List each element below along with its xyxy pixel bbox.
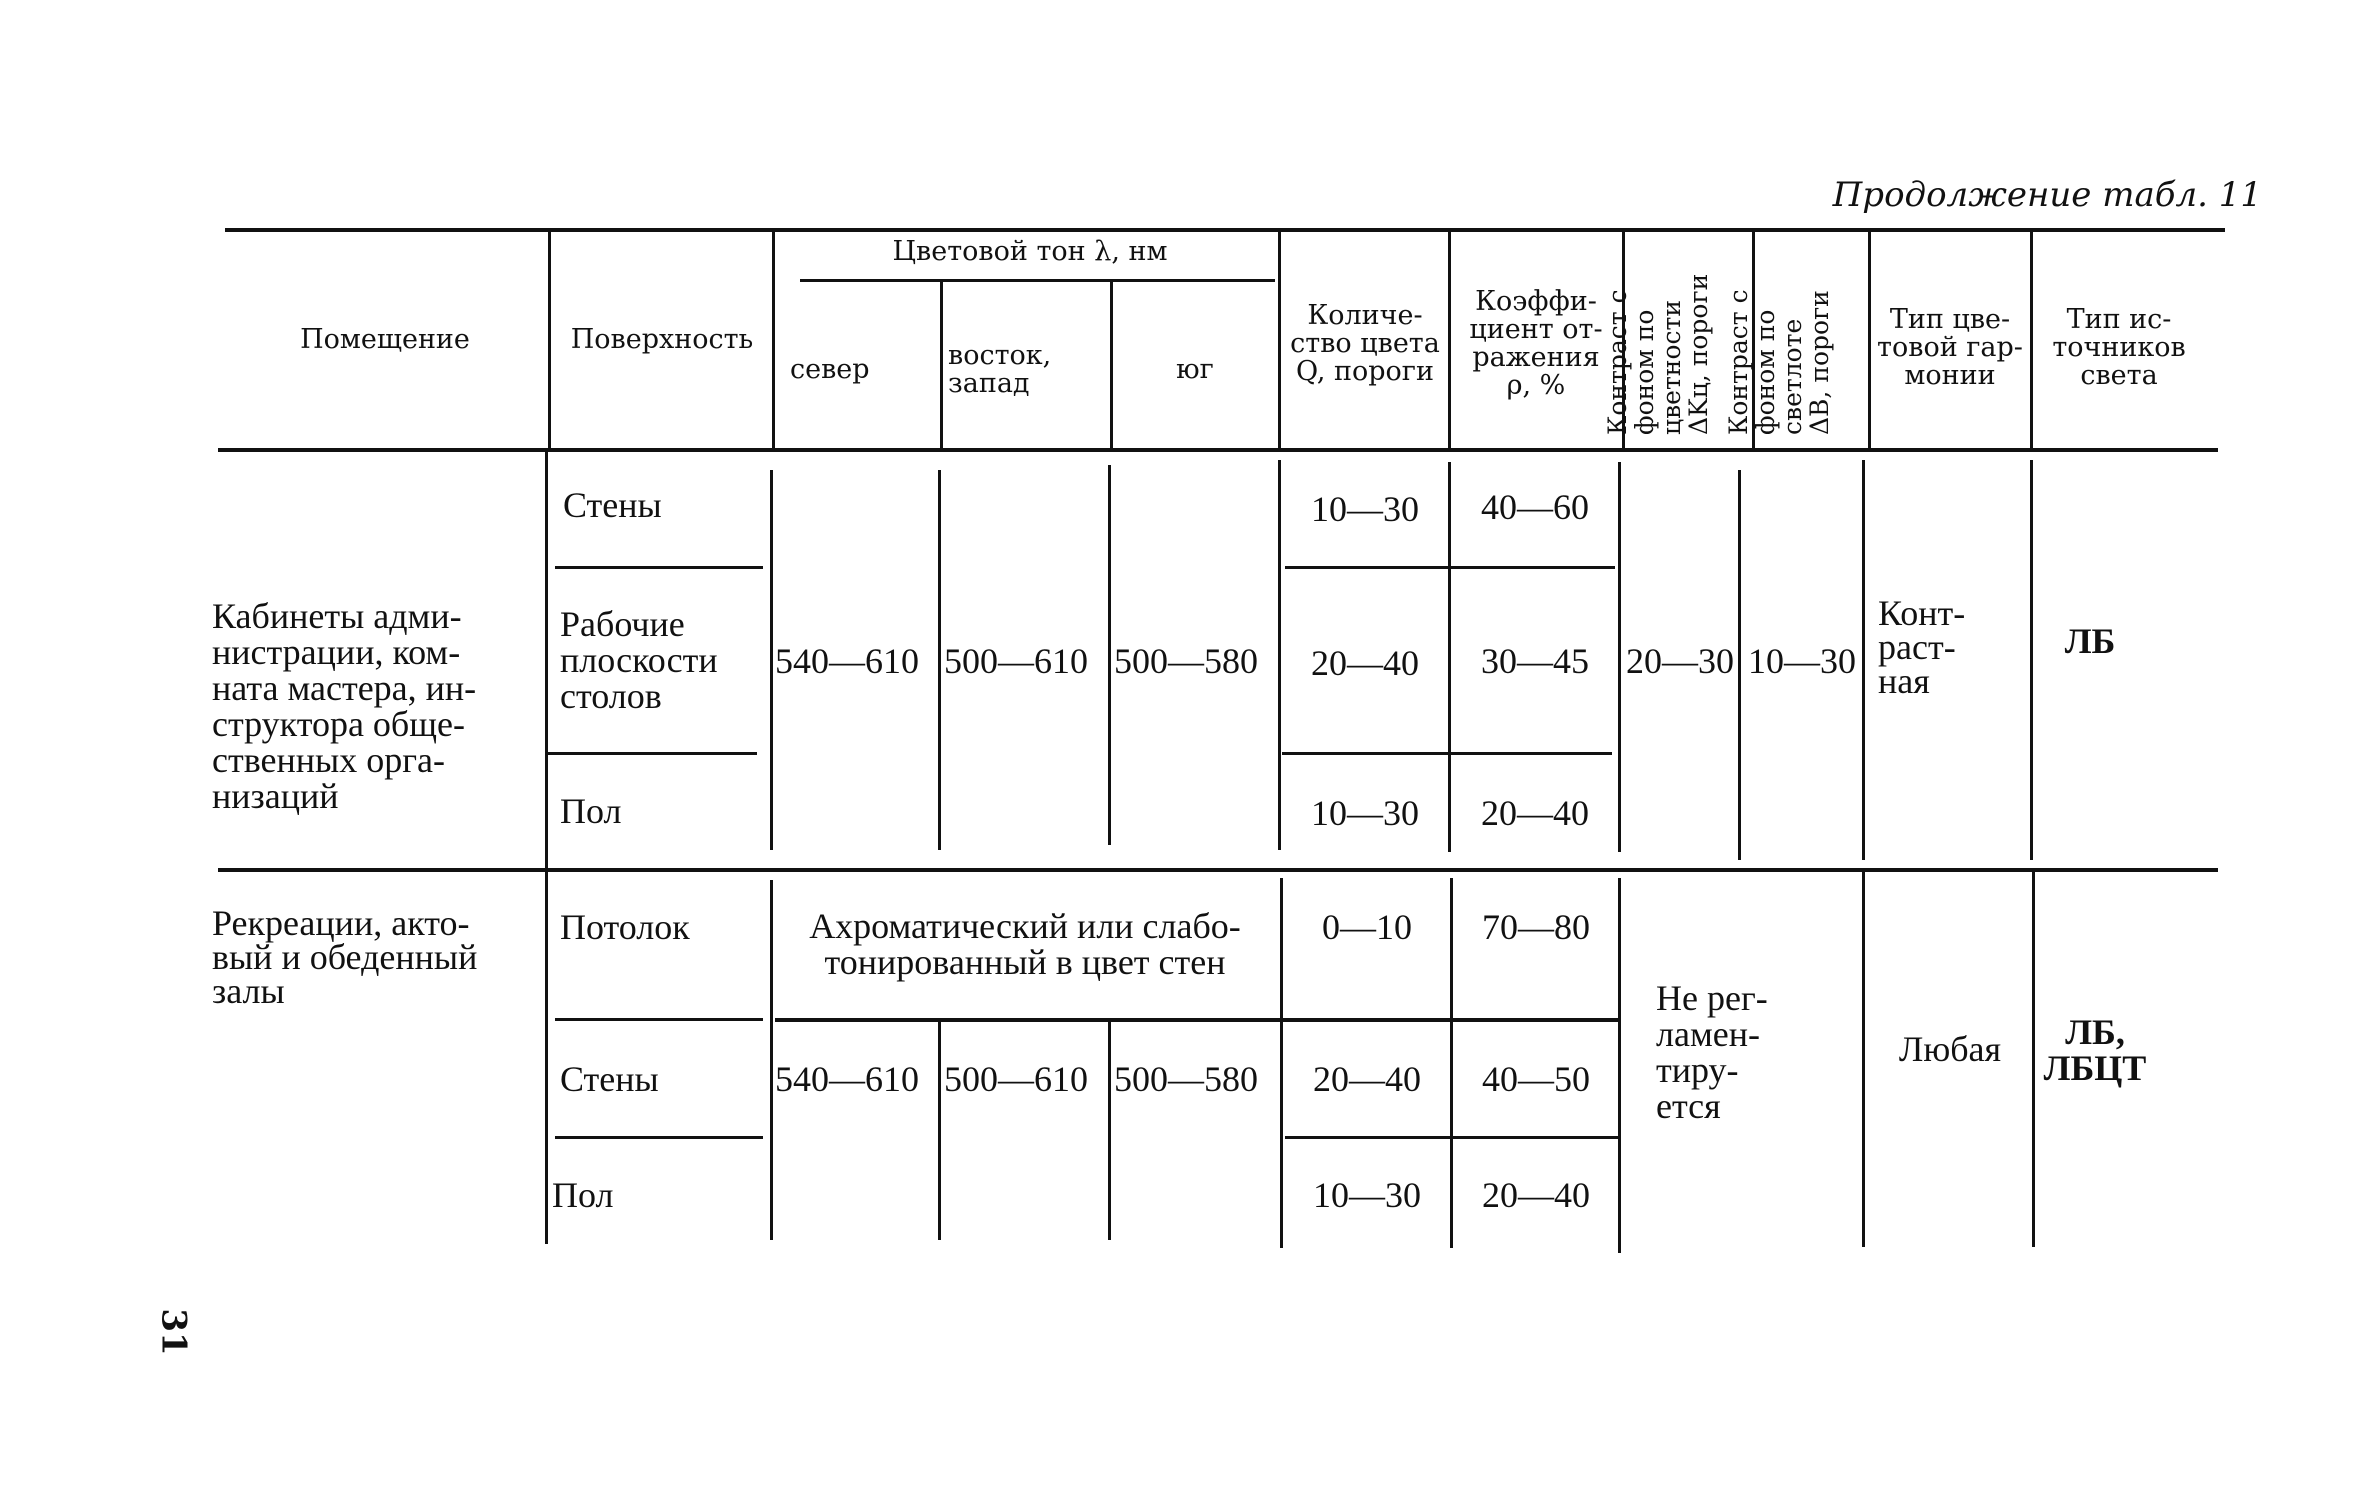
g1-row2-surface: Рабочие плоскости столов <box>560 604 718 716</box>
hue-group-rule <box>800 279 1275 282</box>
g1-east-west: 500—610 <box>944 641 1088 681</box>
g2-row2-surface: Стены <box>560 1059 659 1099</box>
v-g1-2 <box>770 470 773 850</box>
g1-row1-rule-a <box>555 566 763 569</box>
header-room: Помещение <box>300 324 470 355</box>
g2-row3-surface: Пол <box>552 1175 614 1215</box>
v-header-2 <box>772 232 775 448</box>
g2-row3-quantity: 10—30 <box>1313 1175 1421 1215</box>
g1-row2-rule-a <box>545 752 757 755</box>
header-east-west: восток, запад <box>948 340 1052 399</box>
g2-row2-quantity: 20—40 <box>1313 1059 1421 1099</box>
g2-east-west: 500—610 <box>944 1059 1088 1099</box>
g2-row1-rule-b <box>775 1018 1620 1022</box>
g1-harmony: Конт- раст- ная <box>1878 593 1966 701</box>
g2-row2-rule-a <box>555 1136 763 1139</box>
v-g1-9 <box>1862 460 1865 860</box>
v-g2-3 <box>938 1022 941 1240</box>
header-harmony: Тип цве- товой гар- монии <box>1877 304 2023 391</box>
v-g2-2 <box>770 880 773 1240</box>
v-header-4 <box>1110 282 1113 448</box>
v-g1-4 <box>1108 465 1111 845</box>
g2-harmony: Любая <box>1898 1029 2002 1069</box>
g1-row1-surface: Стены <box>563 485 662 525</box>
table-caption: Продолжение табл. 11 <box>1832 175 2262 215</box>
header-reflect: Коэффи- циент от- ражения ρ, % <box>1469 286 1603 401</box>
g1-row1-quantity: 10—30 <box>1311 489 1419 529</box>
g1-row3-surface: Пол <box>560 791 622 831</box>
v-g1-3 <box>938 470 941 850</box>
v-g1-8 <box>1738 470 1741 860</box>
g2-room: Рекреации, акто- вый и обеденный залы <box>212 903 478 1011</box>
g2-contrast: Не рег- ламен- тиру- ется <box>1656 978 1768 1126</box>
g1-south: 500—580 <box>1114 641 1258 681</box>
g2-north: 540—610 <box>775 1059 919 1099</box>
header-contrast-chroma: Контраст с фоном по цветности ΔKц, пороги <box>1603 273 1713 435</box>
g2-row1-rule-a <box>555 1018 763 1021</box>
v-g2-7 <box>1618 878 1621 1253</box>
v-header-9 <box>1868 232 1871 448</box>
g1-sources: ЛБ <box>2064 621 2116 661</box>
header-surface: Поверхность <box>570 324 754 355</box>
v-header-10 <box>2030 232 2033 448</box>
header-north: север <box>790 354 870 385</box>
v-header-5 <box>1278 232 1281 448</box>
header-quantity: Количе- ство цвета Q, пороги <box>1290 300 1440 387</box>
g1-row3-reflect: 20—40 <box>1481 793 1589 833</box>
g1-row2-reflect: 30—45 <box>1481 641 1589 681</box>
g1-north: 540—610 <box>775 641 919 681</box>
header-contrast-light: Контраст с фоном по светлоте ΔB, пороги <box>1724 289 1834 435</box>
v-g2-4 <box>1108 1022 1111 1240</box>
header-bottom-rule <box>218 448 2218 452</box>
g1-contrast-chroma: 20—30 <box>1626 641 1734 681</box>
g1-row2-rule-b <box>1282 752 1612 755</box>
v-header-1 <box>548 232 551 448</box>
v-g2-5 <box>1280 878 1283 1248</box>
v-g1-10 <box>2030 460 2033 860</box>
v-g2-8 <box>1862 872 1865 1247</box>
g2-row1-quantity: 0—10 <box>1322 907 1412 947</box>
g1-row3-quantity: 10—30 <box>1311 793 1419 833</box>
v-g2-6 <box>1450 878 1453 1248</box>
v-header-3 <box>940 282 943 448</box>
v-g1-6 <box>1448 462 1451 852</box>
header-south: юг <box>1176 354 1214 385</box>
g2-row1-surface: Потолок <box>560 907 690 947</box>
g2-row3-reflect: 20—40 <box>1482 1175 1590 1215</box>
g1-room: Кабинеты адми- нистрации, ком- ната мастера, ин- структора обще- ственных орга- низаций <box>212 596 477 816</box>
v-g1-7 <box>1618 462 1621 852</box>
header-sources: Тип ис- точников света <box>2052 304 2186 391</box>
g1-row1-reflect: 40—60 <box>1481 487 1589 527</box>
v-g2-1 <box>545 872 548 1244</box>
header-hue-group: Цветовой тон λ, нм <box>892 236 1168 267</box>
g2-south: 500—580 <box>1114 1059 1258 1099</box>
v-g2-9 <box>2032 872 2035 1247</box>
g2-sources: ЛБ, ЛБЦТ <box>2043 1012 2147 1088</box>
v-g1-1 <box>545 452 548 868</box>
g1-contrast-light: 10—30 <box>1748 641 1856 681</box>
v-header-6 <box>1448 232 1451 448</box>
g2-row2-reflect: 40—50 <box>1482 1059 1590 1099</box>
g2-row1-reflect: 70—80 <box>1482 907 1590 947</box>
g2-ceiling-tone: Ахроматический или слабо- тонированный в цвет стен <box>809 906 1241 982</box>
top-rule <box>225 228 2225 232</box>
g1-row2-quantity: 20—40 <box>1311 643 1419 683</box>
group-separator-rule <box>218 868 2218 872</box>
page-number: 31 <box>153 1308 194 1356</box>
v-g1-5 <box>1278 460 1281 850</box>
